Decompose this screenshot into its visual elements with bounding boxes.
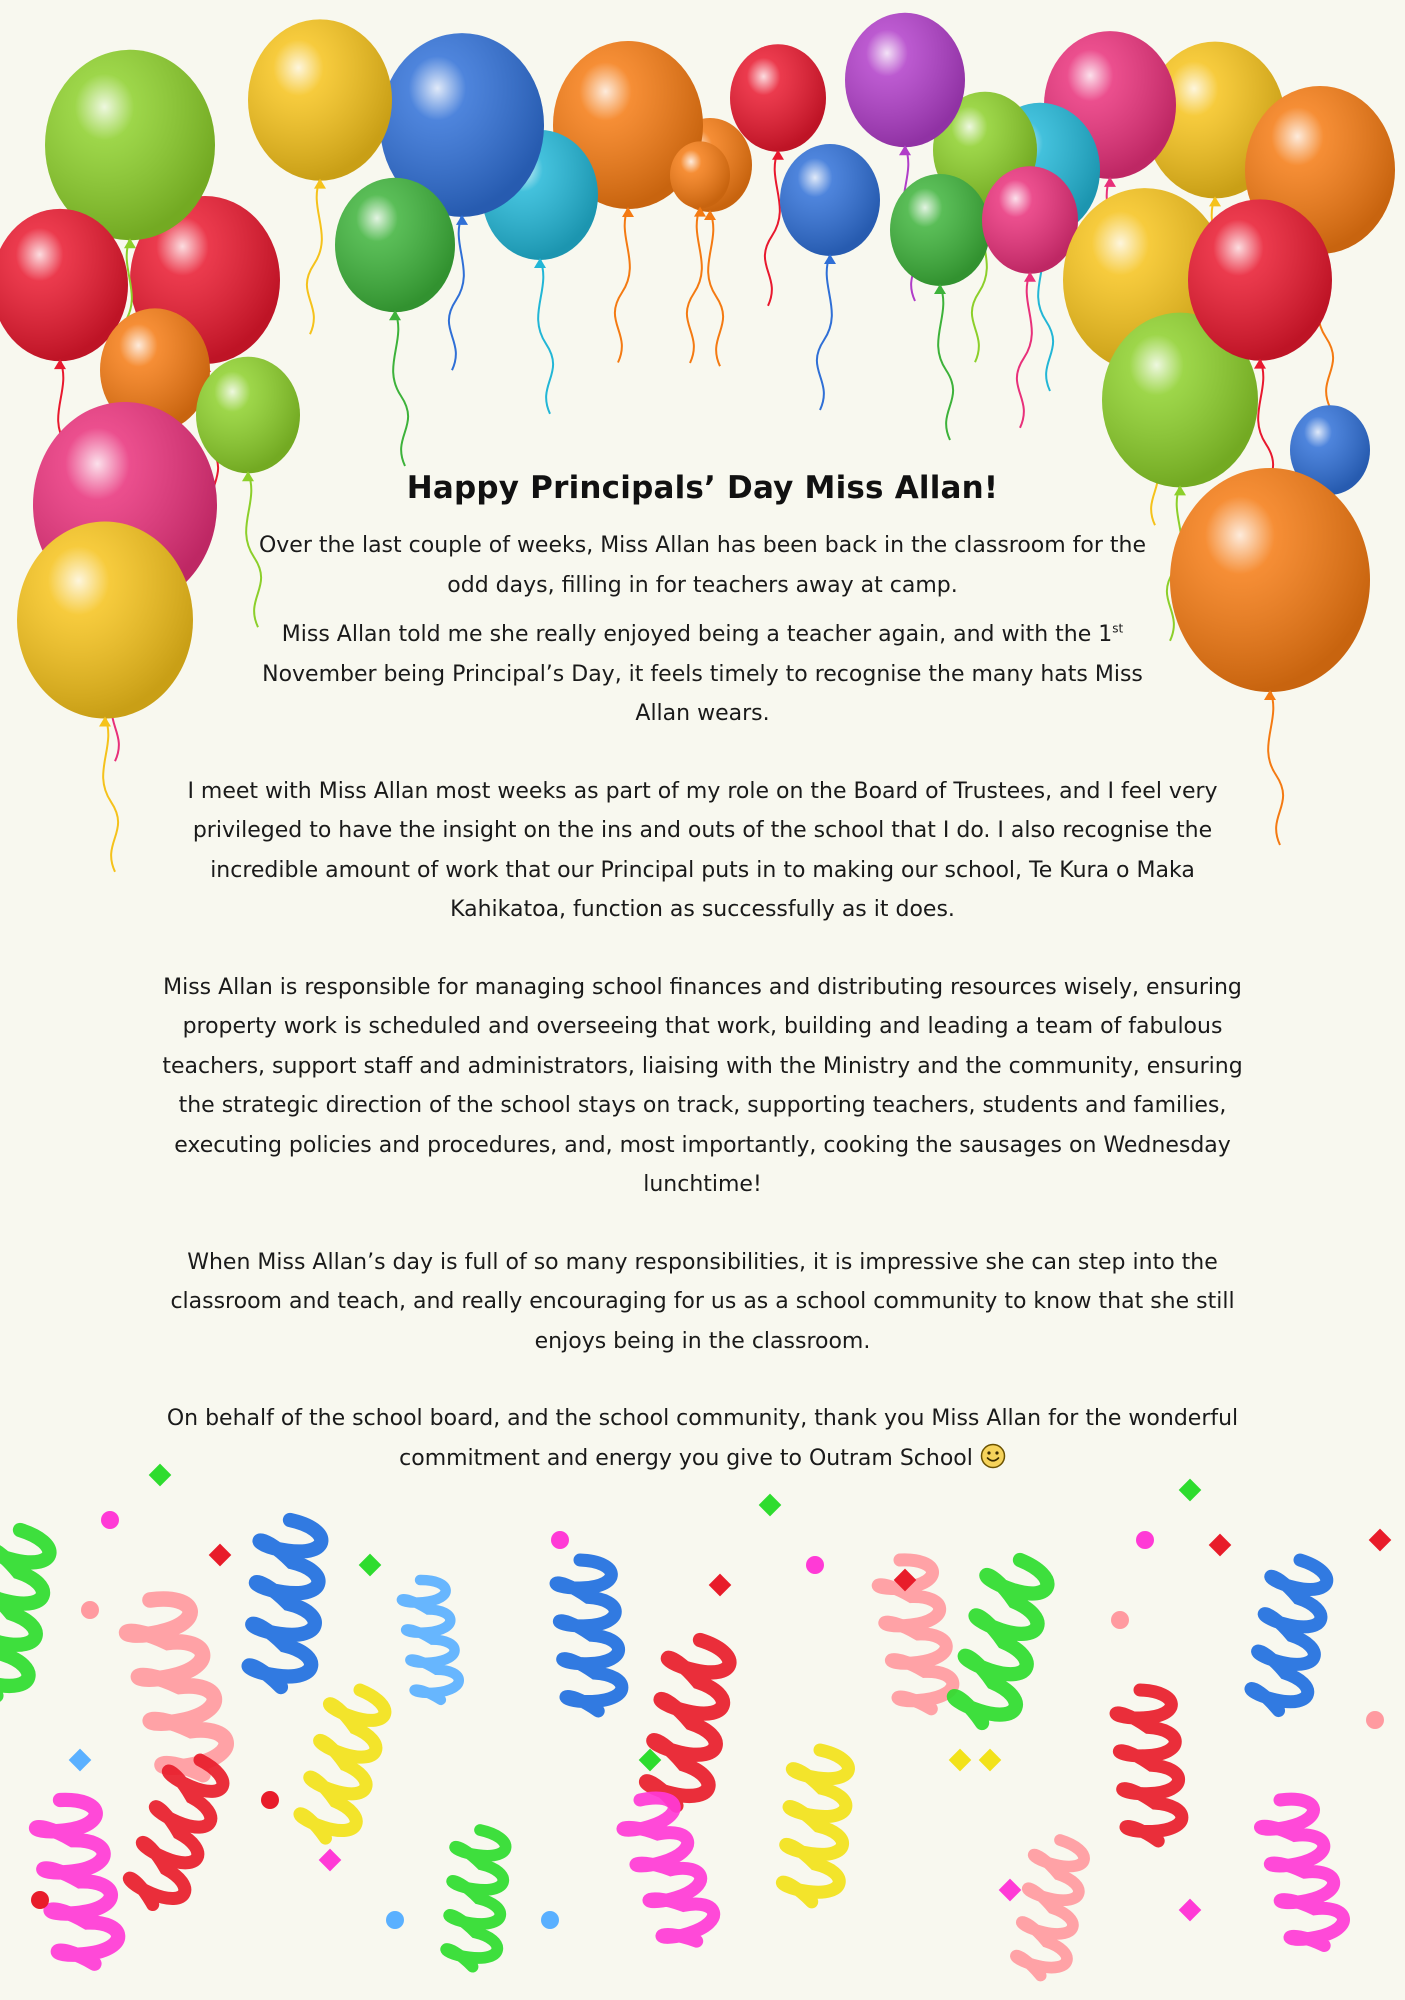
paragraph-camp: Over the last couple of weeks, Miss Allan has been back in the classroom for the odd days, filling in for teachers away at camp. bbox=[258, 533, 1147, 598]
streamer bbox=[32, 1794, 122, 1969]
streamer bbox=[643, 1635, 733, 1810]
confetti-diamond bbox=[69, 1749, 92, 1772]
confetti-diamond bbox=[1369, 1529, 1392, 1552]
confetti-diamond bbox=[319, 1849, 342, 1872]
confetti-dot bbox=[1366, 1711, 1384, 1729]
confetti-dot bbox=[806, 1556, 824, 1574]
confetti-diamond bbox=[209, 1544, 232, 1567]
streamer bbox=[1248, 1556, 1330, 1716]
streamer bbox=[949, 1553, 1052, 1731]
confetti-diamond bbox=[1209, 1534, 1232, 1557]
thanks-text: On behalf of the school board, and the school community, thank you Miss Allan for the wonderful commitment and energy you give to Outram School bbox=[166, 1406, 1239, 1471]
streamer bbox=[124, 1751, 229, 1913]
confetti-dot bbox=[386, 1911, 404, 1929]
confetti-diamond bbox=[1179, 1899, 1202, 1922]
confetti-diamond bbox=[359, 1554, 382, 1577]
confetti-dot bbox=[81, 1601, 99, 1619]
streamer bbox=[399, 1577, 461, 1704]
paragraph-classroom: When Miss Allan’s day is full of so many responsibilities, it is impressive she can step into the classroom and teach, and really encouraging for us as a school community to know that she still enjoys being in the classroom. bbox=[170, 1249, 1235, 1354]
paragraph-board: I meet with Miss Allan most weeks as part of my role on the Board of Trustees, and I feel very privileged to have the insight on the ins and outs of the school that I do. I also recognise the incredible amount of work that our Principal puts in to making our school, Te Kura o Maka Kahikatoa, function as successfully as it does. bbox=[187, 778, 1218, 922]
balloon bbox=[890, 174, 990, 440]
streamer bbox=[874, 1555, 956, 1715]
confetti-dot bbox=[551, 1531, 569, 1549]
confetti-dot bbox=[101, 1511, 119, 1529]
confetti-diamond bbox=[709, 1574, 732, 1597]
streamer bbox=[1013, 1836, 1087, 1980]
confetti-dot bbox=[261, 1791, 279, 1809]
streamer bbox=[0, 1525, 53, 1700]
confetti-dot bbox=[31, 1891, 49, 1909]
paragraph-thanks bbox=[150, 1399, 1255, 1478]
streamer bbox=[247, 1518, 324, 1690]
smiley-icon bbox=[980, 1443, 1006, 1469]
confetti-dot bbox=[541, 1911, 559, 1929]
streamer bbox=[445, 1828, 508, 1969]
confetti-dot bbox=[1136, 1531, 1154, 1549]
confetti-diamond bbox=[949, 1749, 972, 1772]
streamer bbox=[120, 1590, 233, 1784]
confetti-diamond bbox=[759, 1494, 782, 1517]
p2-text-start: Miss Allan told me she really enjoyed being a teacher again, and with the 1 bbox=[281, 622, 1113, 647]
confetti-diamond bbox=[1179, 1479, 1202, 1502]
streamer bbox=[554, 1557, 624, 1713]
letter-title: Happy Principals’ Day Miss Allan! bbox=[406, 470, 999, 506]
confetti-diamond bbox=[979, 1749, 1002, 1772]
balloon bbox=[780, 144, 880, 410]
streamer bbox=[1255, 1792, 1349, 1953]
paragraph-principals-day bbox=[150, 615, 1255, 734]
streamer-border bbox=[0, 1464, 1391, 1980]
streamer bbox=[616, 1790, 721, 1952]
streamer bbox=[296, 1683, 390, 1844]
balloon bbox=[335, 178, 455, 466]
letter-body bbox=[150, 470, 1255, 1478]
p2-text-end: November being Principal’s Day, it feels timely to recognise the many hats Miss Allan wears. bbox=[262, 661, 1143, 726]
confetti-diamond bbox=[999, 1879, 1022, 1902]
streamer bbox=[781, 1748, 851, 1904]
confetti-dot bbox=[1111, 1611, 1129, 1629]
ordinal-suffix: st bbox=[1112, 621, 1124, 636]
paragraph-responsibilities: Miss Allan is responsible for managing school finances and distributing resources wisely, ensuring property work is scheduled and overseeing that work, building and leading a team of fabulous teachers, support staff and administrators, liaising with the Ministry and the community, ensuring the strategic direction of the school stays on track, supporting teachers, students and families, executing policies and procedures, and, most importantly, cooking the sausages on Wednesday lunchtime! bbox=[162, 974, 1243, 1197]
streamer bbox=[1114, 1687, 1184, 1843]
balloon bbox=[982, 166, 1078, 428]
